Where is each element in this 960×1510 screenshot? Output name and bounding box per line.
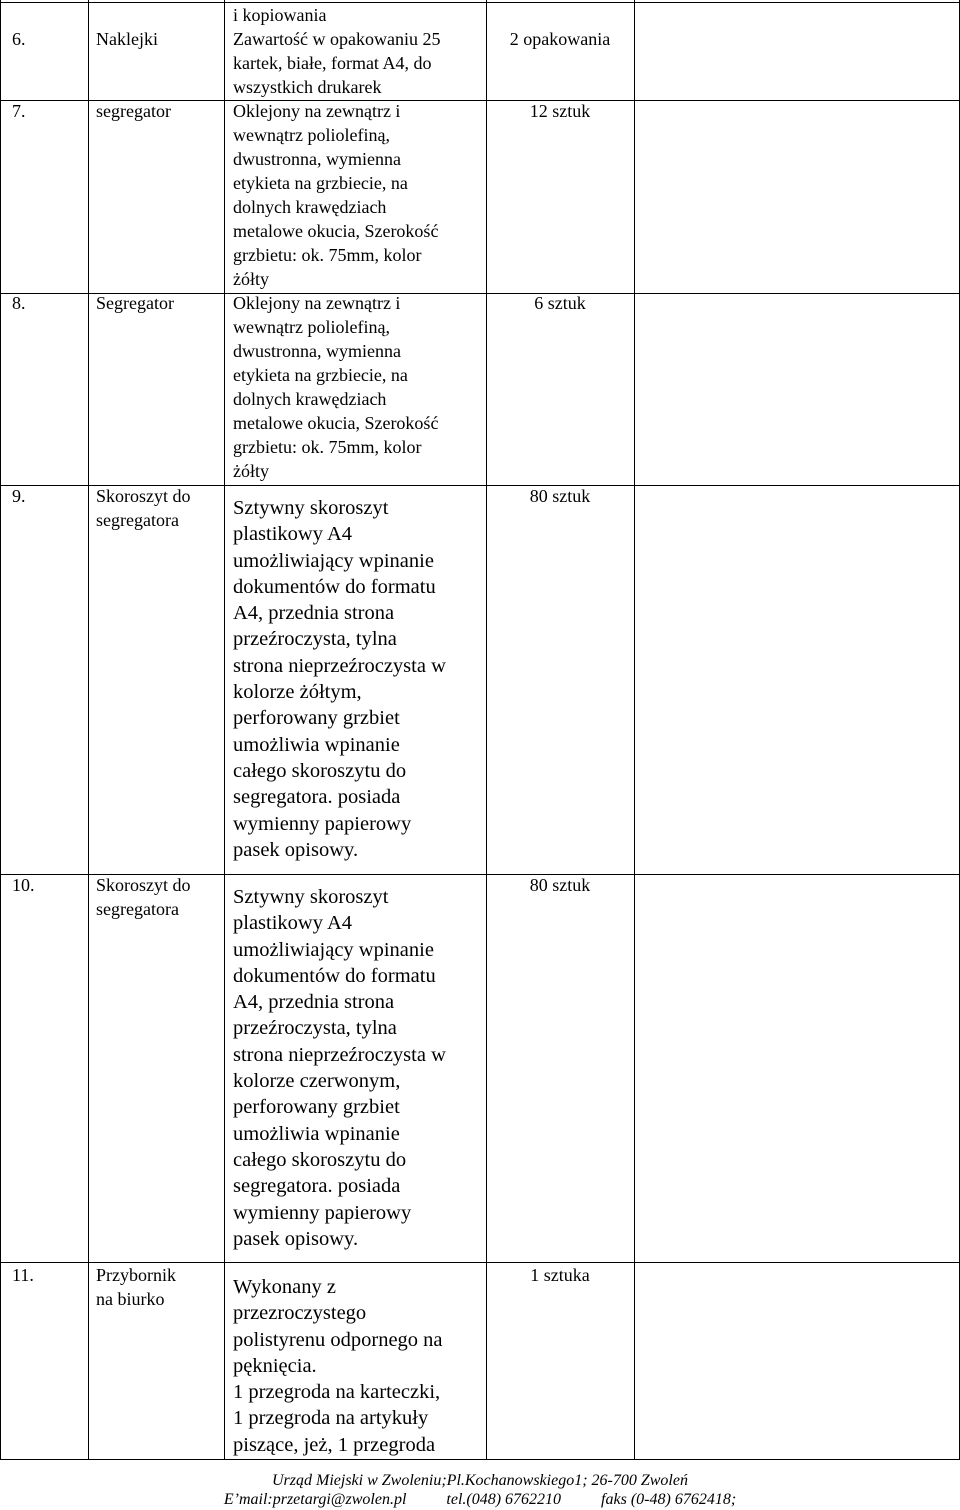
description-line: segregatora. posiada bbox=[233, 786, 401, 809]
description-line: metalowe okucia, Szerokość bbox=[233, 221, 439, 241]
item-name bbox=[96, 484, 191, 532]
description-line: etykieta na grzbiecie, na bbox=[233, 365, 408, 385]
item-quantity: 80 sztuk bbox=[529, 875, 591, 895]
description-line: plastikowy A4 bbox=[233, 912, 353, 935]
description-line: plastikowy A4 bbox=[233, 523, 353, 546]
item-description bbox=[233, 884, 446, 1252]
item-name-line: segregatora bbox=[96, 899, 179, 919]
item-description bbox=[233, 1274, 443, 1458]
description-line: Sztywny skoroszyt bbox=[233, 497, 389, 519]
description-line: A4, przednia strona bbox=[233, 991, 395, 1014]
description-line: pasek opisowy. bbox=[233, 1227, 359, 1250]
description-line: dolnych krawędziach bbox=[233, 389, 387, 409]
item-name-line: na biurko bbox=[96, 1289, 165, 1309]
item-description bbox=[233, 495, 446, 863]
description-line: grzbietu: ok. 75mm, kolor bbox=[233, 245, 422, 265]
item-name bbox=[96, 27, 158, 51]
footer-contact: E’mail:przetargi@zwolen.pl tel.(048) 6762210 faks (0-48) 6762418; bbox=[223, 1491, 737, 1508]
description-line: etykieta na grzbiecie, na bbox=[233, 173, 408, 193]
item-name-line: Naklejki bbox=[96, 29, 158, 49]
item-name bbox=[96, 291, 174, 315]
item-number: 11. bbox=[12, 1265, 34, 1285]
item-number: 6. bbox=[12, 29, 26, 49]
description-line: dwustronna, wymienna bbox=[233, 149, 401, 169]
description-line: przezroczystego bbox=[233, 1302, 367, 1325]
column-divider bbox=[634, 0, 635, 1460]
item-name-line: segregatora bbox=[96, 510, 179, 530]
description-line: 1 przegroda na karteczki, bbox=[233, 1381, 441, 1404]
item-name bbox=[96, 873, 191, 921]
table-row-continuation bbox=[233, 3, 326, 27]
description-line: przeźroczysta, tylna bbox=[233, 628, 397, 651]
item-quantity: 1 sztuka bbox=[530, 1265, 590, 1285]
description-line: A4, przednia strona bbox=[233, 602, 395, 625]
description-line: umożliwiający wpinanie bbox=[233, 938, 434, 961]
footer-address: Urząd Miejski w Zwoleniu;Pl.Kochanowskiego1; 26-700 Zwoleń bbox=[272, 1472, 688, 1489]
description-line: wewnątrz poliolefiną, bbox=[233, 317, 390, 337]
item-name-line: segregator bbox=[96, 101, 171, 121]
item-description bbox=[233, 27, 440, 99]
description-line: żółty bbox=[233, 461, 269, 481]
item-name-line: Przybornik bbox=[96, 1265, 176, 1285]
description-line: kolorze czerwonym, bbox=[233, 1070, 401, 1093]
item-quantity: 2 opakowania bbox=[509, 29, 611, 49]
item-name-line: Skoroszyt do bbox=[96, 486, 191, 506]
description-line: dokumentów do formatu bbox=[233, 575, 436, 598]
description-line: polistyrenu odpornego na bbox=[233, 1328, 443, 1351]
description-line: segregatora. posiada bbox=[233, 1175, 401, 1198]
column-divider bbox=[486, 0, 487, 1460]
item-name-line: Segregator bbox=[96, 293, 174, 313]
description-line: Oklejony na zewnątrz i bbox=[233, 293, 401, 313]
item-description bbox=[233, 291, 438, 483]
description-line: 1 przegroda na artykuły bbox=[233, 1407, 429, 1430]
description-line: strona nieprzeźroczysta w bbox=[233, 654, 446, 677]
description-line: wymienny papierowy bbox=[233, 1201, 412, 1224]
item-name bbox=[96, 99, 171, 123]
description-line: i kopiowania bbox=[233, 5, 327, 25]
description-line: Wykonany z bbox=[233, 1276, 336, 1298]
description-line: grzbietu: ok. 75mm, kolor bbox=[233, 437, 422, 457]
description-line: umożliwia wpinanie bbox=[233, 1122, 400, 1145]
description-line: umożliwia wpinanie bbox=[233, 733, 400, 756]
description-line: przeźroczysta, tylna bbox=[233, 1017, 397, 1040]
description-line: wymienny papierowy bbox=[233, 812, 412, 835]
item-description bbox=[233, 99, 438, 291]
column-divider bbox=[224, 0, 225, 1460]
description-line: perforowany grzbiet bbox=[233, 707, 400, 730]
item-number: 9. bbox=[12, 486, 26, 506]
description-line: całego skoroszytu do bbox=[233, 1148, 407, 1171]
description-line: wewnątrz poliolefiną, bbox=[233, 125, 390, 145]
column-divider bbox=[88, 0, 89, 1460]
description-line: wszystkich drukarek bbox=[233, 77, 382, 97]
description-line: Oklejony na zewnątrz i bbox=[233, 101, 401, 121]
item-quantity: 6 sztuk bbox=[534, 293, 586, 313]
item-quantity: 80 sztuk bbox=[529, 486, 591, 506]
description-line: dwustronna, wymienna bbox=[233, 341, 401, 361]
description-line: Zawartość w opakowaniu 25 bbox=[233, 29, 441, 49]
description-line: żółty bbox=[233, 269, 269, 289]
description-line: dolnych krawędziach bbox=[233, 197, 387, 217]
description-line: dokumentów do formatu bbox=[233, 964, 436, 987]
item-number: 10. bbox=[12, 875, 35, 895]
table-border-bottom bbox=[0, 1459, 960, 1460]
description-line: kartek, białe, format A4, do bbox=[233, 53, 432, 73]
description-line: umożliwiający wpinanie bbox=[233, 549, 434, 572]
table-border-top bbox=[0, 2, 960, 3]
description-line: całego skoroszytu do bbox=[233, 759, 407, 782]
table-border-left bbox=[0, 0, 1, 1460]
description-line: metalowe okucia, Szerokość bbox=[233, 413, 439, 433]
description-line: Sztywny skoroszyt bbox=[233, 886, 389, 908]
item-name-line: Skoroszyt do bbox=[96, 875, 191, 895]
description-line: pęknięcia. bbox=[233, 1354, 317, 1377]
description-line: pasek opisowy. bbox=[233, 838, 359, 861]
item-number: 7. bbox=[12, 101, 26, 121]
description-line: piszące, jeż, 1 przegroda bbox=[233, 1433, 436, 1456]
item-number: 8. bbox=[12, 293, 26, 313]
item-name bbox=[96, 1263, 176, 1311]
description-line: kolorze żółtym, bbox=[233, 681, 362, 704]
description-line: perforowany grzbiet bbox=[233, 1096, 400, 1119]
item-quantity: 12 sztuk bbox=[529, 101, 591, 121]
description-line: strona nieprzeźroczysta w bbox=[233, 1043, 446, 1066]
